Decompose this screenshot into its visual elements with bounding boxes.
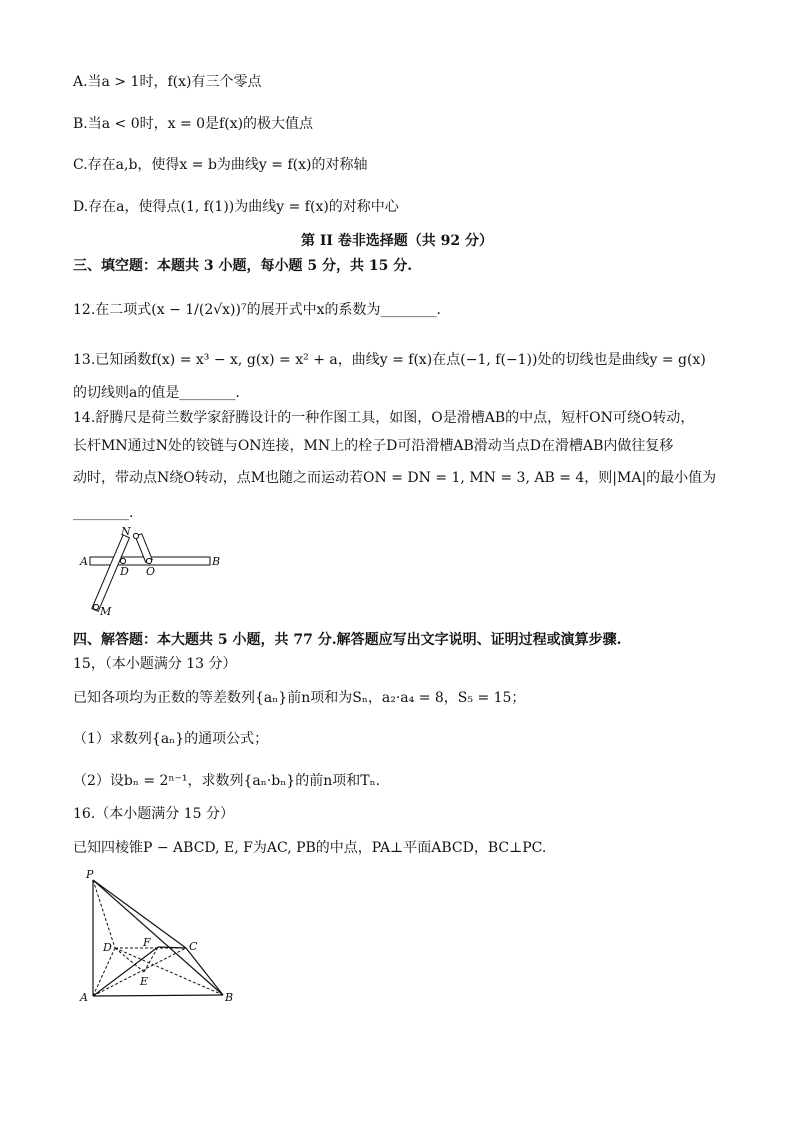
question-15-part2: （2）设bₙ = 2ⁿ⁻¹，求数列{aₙ·bₙ}的前n项和Tₙ. <box>73 773 381 789</box>
question-16-stem: 已知四棱锥P − ABCD, E, F为AC, PB的中点，PA⊥平面ABCD，BC⊥PC. <box>73 840 547 856</box>
question-13-line1: 13.已知函数f(x) = x³ − x, g(x) = x² + a，曲线y = f(x)在点(−1, f(−1))处的切线也是曲线y = g(x) <box>73 352 706 368</box>
label-f: F <box>143 936 151 949</box>
question-14-line4: ________. <box>73 505 134 521</box>
label-p: P <box>86 868 94 881</box>
option-d: D.存在a，使得点(1, f(1))为曲线y = f(x)的对称中心 <box>73 199 399 215</box>
label-o: O <box>146 565 156 578</box>
section2-title: 第 II 卷非选择题（共 92 分） <box>300 233 494 249</box>
pyramid-figure <box>78 868 248 1008</box>
label-b: B <box>212 555 221 568</box>
label-m: M <box>100 605 112 618</box>
option-b: B.当a < 0时，x = 0是f(x)的极大值点 <box>73 116 314 132</box>
section3-title: 三、填空题：本题共 3 小题，每小题 5 分，共 15 分. <box>73 258 413 274</box>
label-d-pyramid: D <box>103 941 112 954</box>
pin-d <box>120 558 125 563</box>
label-d: D <box>120 565 129 578</box>
question-13-line2: 的切线则a的值是________. <box>73 385 240 401</box>
question-12: 12.在二项式(x − 1/(2√x))⁷的展开式中x的系数为________. <box>73 302 441 318</box>
label-b-pyramid: B <box>225 991 234 1004</box>
label-a: A <box>80 555 88 568</box>
end-m <box>93 604 98 609</box>
section4-title: 四、解答题：本大题共 5 小题，共 77 分.解答题应写出文字说明、证明过程或演算步骤. <box>73 632 622 648</box>
question-14-line3: 动时，带动点N绕O转动，点M也随之而运动若ON = DN = 1, MN = 3, AB = 4，则|MA|的最小值为 <box>73 470 717 486</box>
question-15-header: 15，（本小题满分 13 分） <box>73 656 237 672</box>
question-14-line2: 长杆MN通过N处的铰链与ON连接，MN上的栓子D可沿滑槽AB滑动当点D在滑槽AB内做往复移 <box>73 438 674 454</box>
label-e: E <box>140 975 149 988</box>
question-15-part1: （1）求数列{aₙ}的通项公式； <box>73 731 269 747</box>
label-c: C <box>189 940 198 953</box>
option-c: C.存在a,b，使得x = b为曲线y = f(x)的对称轴 <box>73 157 368 173</box>
question-15-stem: 已知各项均为正数的等差数列{aₙ}前n项和为Sₙ，a₂·a₄ = 8，S₅ = 15； <box>73 690 526 706</box>
hinge-n <box>133 533 138 538</box>
schooten-ruler-figure <box>78 523 228 618</box>
question-14-line1: 14.舒腾尺是荷兰数学家舒腾设计的一种作图工具，如图，O是滑槽AB的中点，短杆ON可绕O转动， <box>73 410 695 426</box>
pivot-o <box>146 558 151 563</box>
question-16-header: 16.（本小题满分 15 分） <box>73 806 234 822</box>
option-a: A.当a > 1时，f(x)有三个零点 <box>73 74 262 90</box>
label-n: N <box>121 525 131 538</box>
label-a-pyramid: A <box>80 991 88 1004</box>
